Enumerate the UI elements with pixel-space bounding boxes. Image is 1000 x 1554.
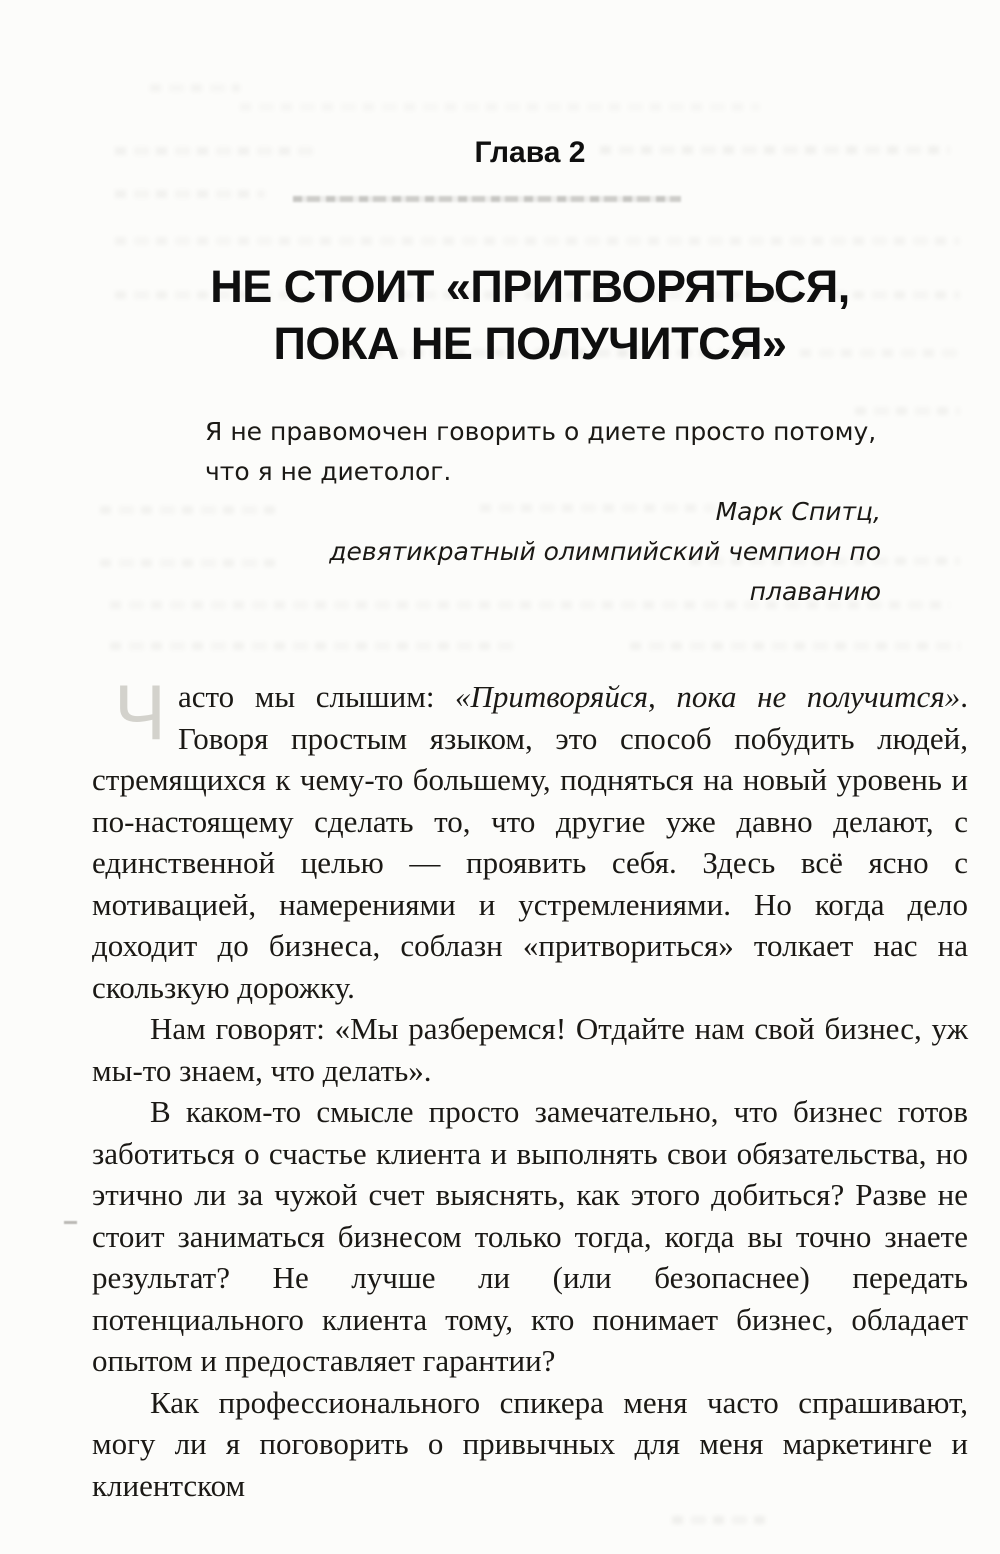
bleedthrough-rule	[293, 196, 681, 202]
paragraph	[92, 1091, 968, 1382]
scan-artifact-dash	[64, 1221, 77, 1224]
body-run: Как профессионального спикера меня часто спрашивают, могу ли я поговорить о привычных для меня маркетинге и клиентском	[92, 1384, 968, 1503]
epigraph-text: Я не правомочен говорить о диете просто потому, что я не диетолог.	[205, 417, 877, 486]
chapter-title-line-1: НЕ СТОИТ «ПРИТВОРЯТЬСЯ,	[210, 261, 850, 312]
bleedthrough-smudge	[240, 103, 760, 111]
bleedthrough-smudge	[150, 84, 240, 92]
body-run: . Говоря простым языком, это способ побудить людей, стремящихся к чему-то большему, подняться на новый уровень и по-настоящему сделать то, что другие уже давно делают, с единственной целью — проявить себя. Здесь всё ясно с мотивацией, намерениями и устремлениями. Но когда дело доходит до бизнеса, соблазн «притвориться» толкает нас на скользкую дорожку.	[92, 679, 968, 1005]
bleedthrough-smudge	[110, 642, 520, 650]
epigraph-attribution-name: Марк Спитц,	[715, 497, 881, 526]
drop-cap: Ч	[114, 668, 166, 756]
chapter-label: Глава 2	[474, 136, 586, 169]
body-run: В каком-то смысле просто замечательно, что бизнес готов заботиться о счастье клиента и выполнять свои обязательства, но этично ли за чужой счет выяснять, как этого добиться? Разве не стоит заниматься бизнесом только тогда, когда вы точно знаете результат? Не лучше ли (или безопаснее) передать потенциального клиента тому, кто понимает бизнес, обладает опытом и предоставляет гарантии?	[92, 1094, 968, 1378]
chapter-title	[52, 258, 1000, 372]
chapter-title-line-2: ПОКА НЕ ПОЛУЧИТСЯ»	[273, 318, 787, 369]
bleedthrough-smudge	[115, 237, 960, 245]
bleedthrough-smudge	[115, 190, 265, 198]
epigraph-attribution-role: девятикратный олимпийский чемпион по плаванию	[329, 537, 881, 606]
bleedthrough-smudge	[672, 1516, 767, 1524]
epigraph	[205, 412, 881, 612]
paragraph	[92, 668, 968, 1008]
bleedthrough-smudge	[630, 642, 960, 650]
body-run: асто мы слышим:	[178, 679, 456, 714]
body-text	[92, 668, 968, 1506]
paragraph	[92, 1008, 968, 1091]
body-run-italic: «Притворяйся, пока не получится»	[455, 679, 961, 714]
body-run: Нам говорят: «Мы разберемся! Отдайте нам свой бизнес, уж мы-то знаем, что делать».	[92, 1011, 968, 1088]
paragraph	[92, 1382, 968, 1507]
